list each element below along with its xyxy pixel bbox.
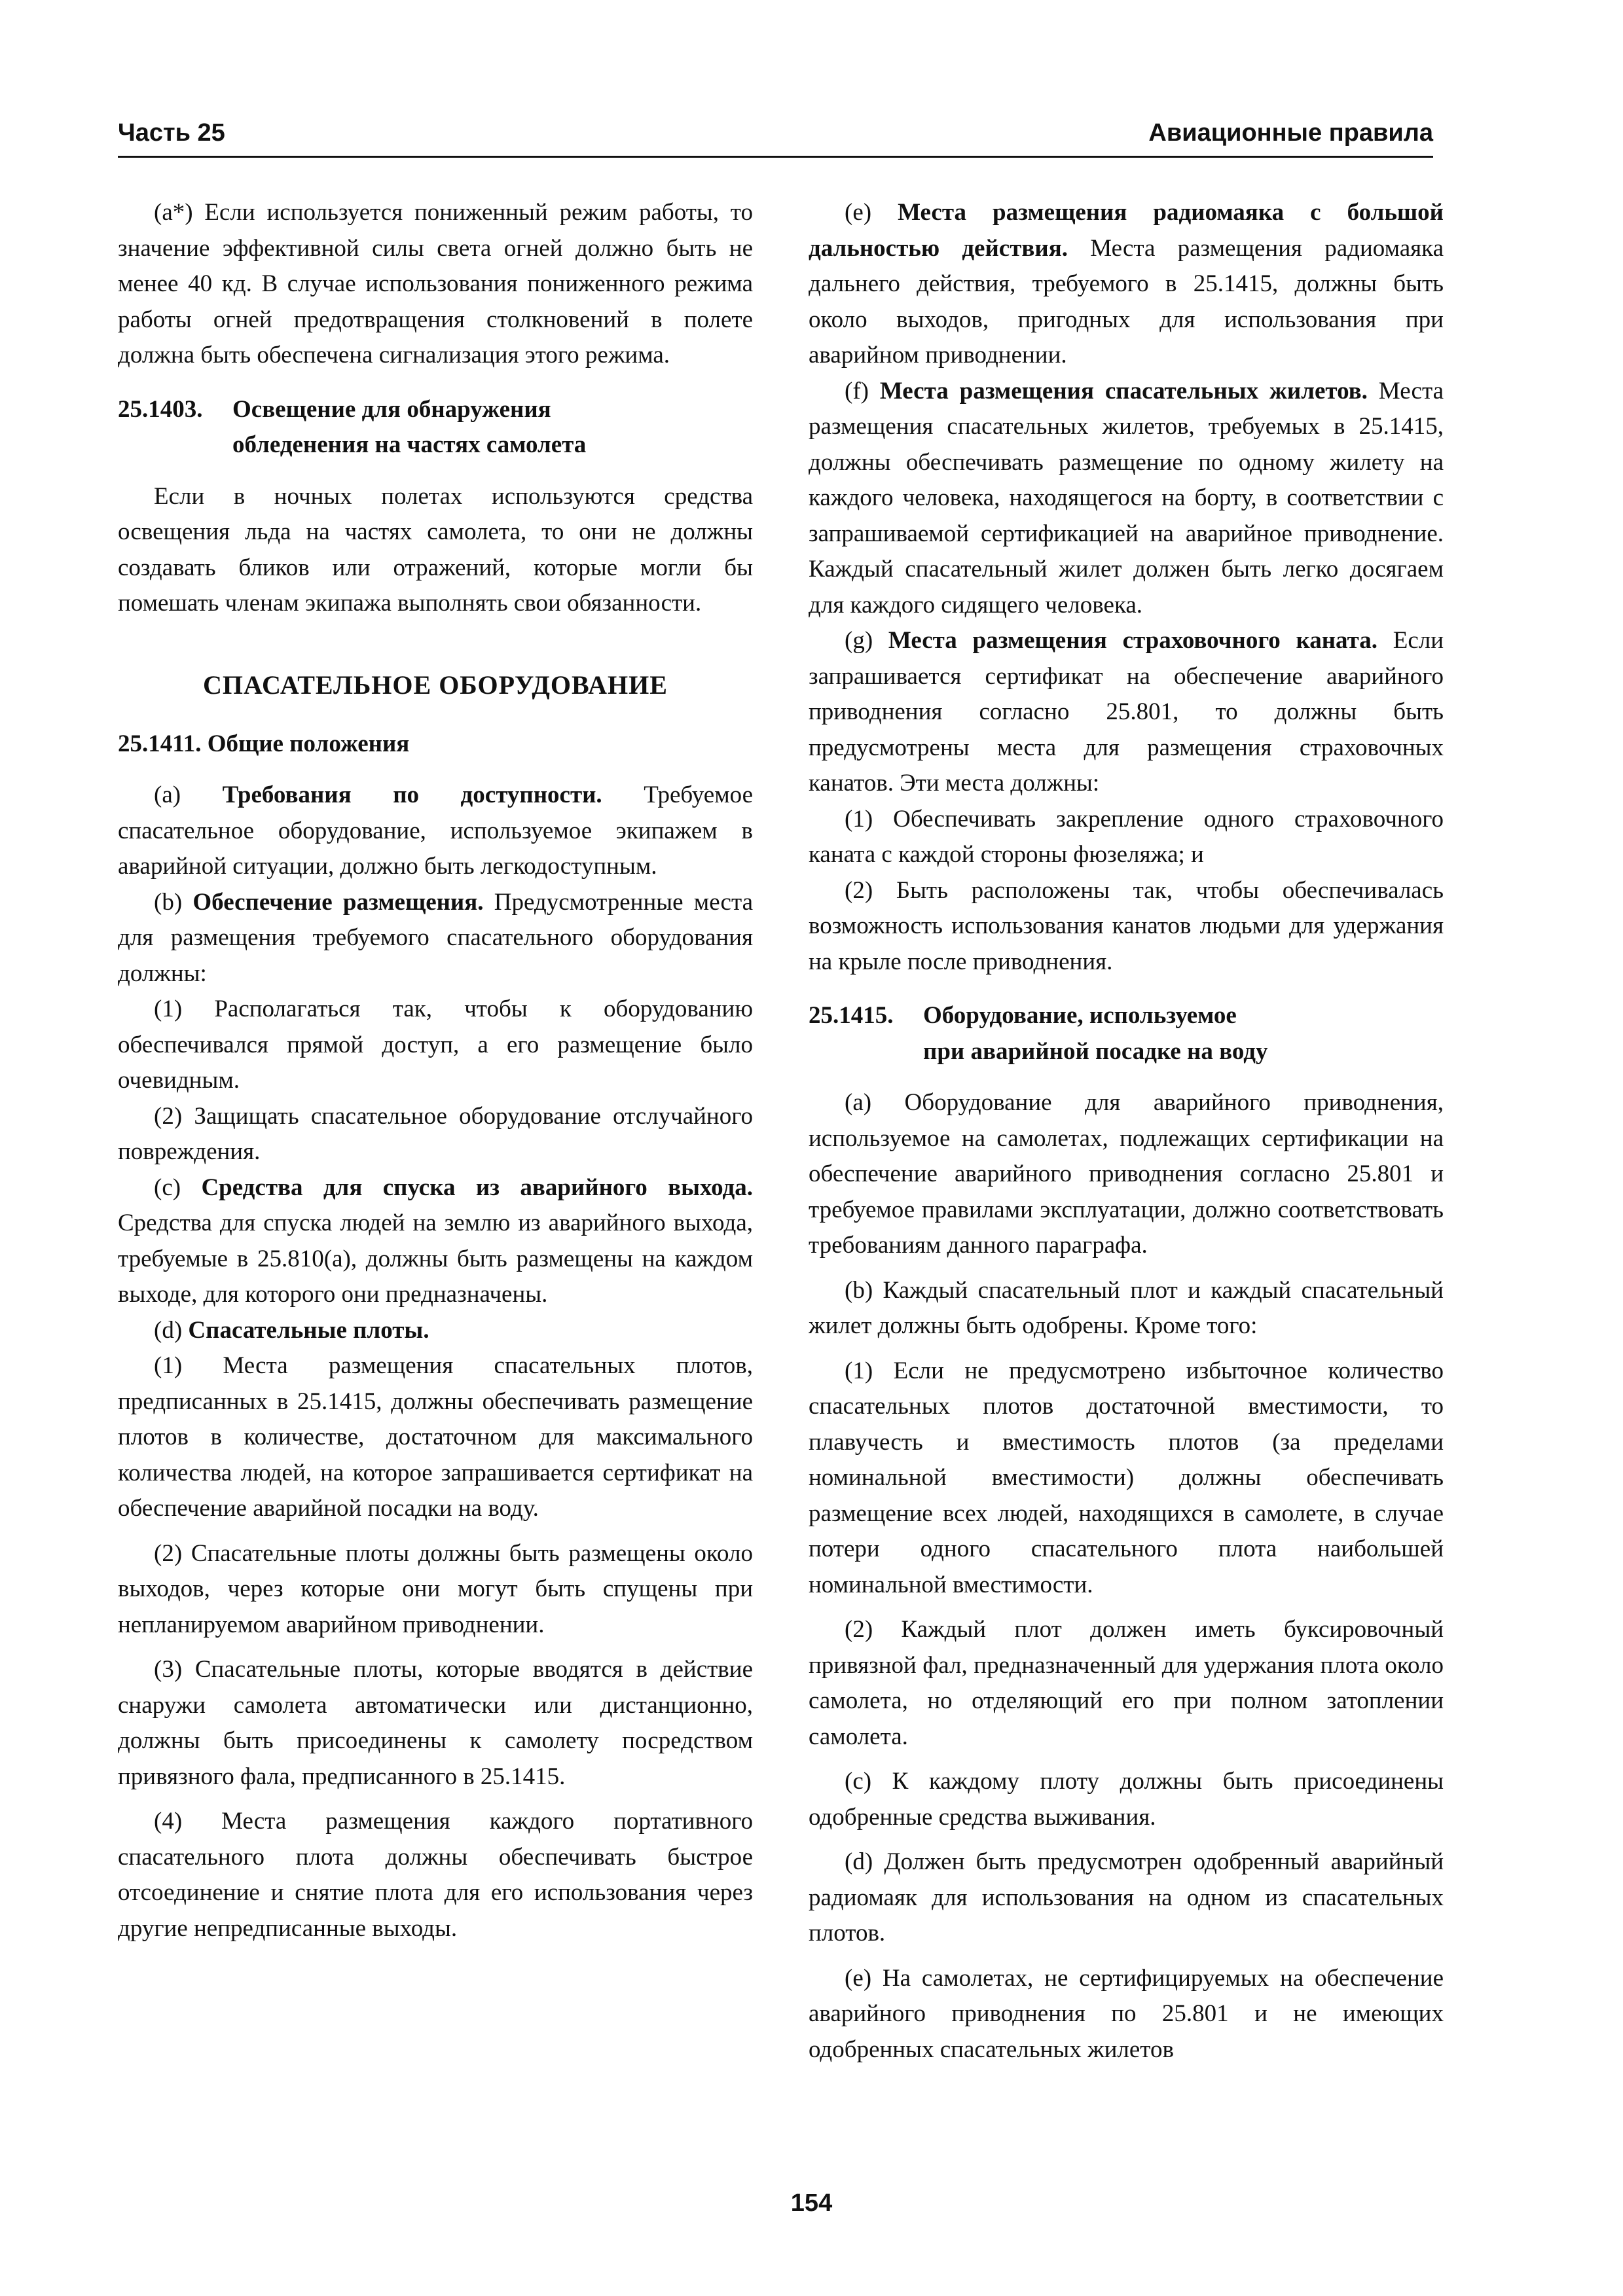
section-number: 25.1403.: [118, 395, 203, 423]
paragraph-g2: (2) Быть расположены так, чтобы обеспечивалась возможность использования канатов людьми для удержания на крыле после приводнения.: [809, 876, 1444, 975]
paragraph-a-star: (а*) Если используется пониженный режим работы, то значение эффективной силы света огней должно быть не менее 40 кд. В случае использования пониженного режима работы огней предотвращения столкновений в полете должна быть обеспечена сигнализация этого режима.: [118, 199, 753, 368]
paragraph-g: [809, 623, 1444, 802]
item-label: (e): [845, 199, 872, 226]
section-number: 25.1415.: [809, 1002, 894, 1029]
section-heading-25-1403: [118, 392, 753, 463]
paragraph-c: [118, 1170, 753, 1313]
item-label: (g): [845, 627, 873, 654]
paragraph-1415-b: (b) Каждый спасательный плот и каждый спасательный жилет должны быть одобрены. Кроме того:: [809, 1276, 1444, 1339]
paragraph-d2: (2) Спасательные плоты должны быть размещены около выходов, через которые они могут быть спущены при непланируемом аварийном приводнении.: [118, 1539, 753, 1638]
item-title: Места размещения радиомаяка с большой дальностью действия.: [809, 199, 1444, 262]
item-title: Места размещения страховочного каната.: [888, 627, 1377, 654]
paragraph-d1: (1) Места размещения спасательных плотов, предписанных в 25.1415, должны обеспечивать размещение плотов в количестве, достаточном для максимального количества людей, на которое запрашивается сертификат на обеспечение аварийной посадки на воду.: [118, 1352, 753, 1522]
item-title: Места размещения спасательных жилетов.: [879, 377, 1368, 404]
item-label: (b): [154, 888, 183, 916]
item-label: (d): [154, 1316, 183, 1344]
section-title-line-1: Оборудование, используемое: [923, 1002, 1237, 1029]
section-title-line-2: обледенения на частях самолета: [232, 431, 587, 458]
paragraph-f: [809, 374, 1444, 624]
paragraph-1415-b1: (1) Если не предусмотрено избыточное количество спасательных плотов достаточной вместимости, то плавучесть и вместимость плотов (за пределами номинальной вместимости) должны обеспечивать размещение всех людей, находящихся в самолете, в случае потери одного спасательного плота наибольшей номинальной вместимости.: [809, 1357, 1444, 1598]
paragraph-1415-b2: (2) Каждый плот должен иметь буксировочный привязной фал, предназначенный для удержания плота около самолета, но отделяющий его при полном затоплении самолета.: [809, 1616, 1444, 1750]
paragraph-g1: (1) Обеспечивать закрепление одного страховочного каната с каждой стороны фюзеляжа; и: [809, 805, 1444, 868]
item-title: Средства для спуска из аварийного выхода.: [201, 1174, 754, 1201]
paragraph-a: [118, 778, 753, 885]
paragraph-1403: Если в ночных полетах используются средства освещения льда на частях самолета, то они не должны создавать бликов или отражений, которые могли бы помешать членам экипажа выполнять свои обязанности.: [118, 482, 753, 617]
right-column: [809, 195, 1444, 2077]
paragraph-b1: (1) Располагаться так, чтобы к оборудованию обеспечивался прямой доступ, а его размещение было очевидным.: [118, 996, 753, 1094]
paragraph-e: [809, 195, 1444, 374]
section-title-line-1: Освещение для обнаружения: [232, 395, 551, 423]
header-doc-title: Авиационные правила: [1148, 119, 1433, 147]
item-text: Предусмотренные места для размещения требуемого спасательного оборудования должны:: [118, 888, 754, 987]
paragraph-b: [118, 885, 753, 992]
item-text: Требуемое спасательное оборудование, используемое экипажем в аварийной ситуации, должно быть легкодоступным.: [118, 781, 754, 880]
item-text: Средства для спуска людей на землю из аварийного выхода, требуемые в 25.810(a), должны быть размещены на каждом выходе, для которого они предназначены.: [118, 1210, 753, 1308]
paragraph-d3: (3) Спасательные плоты, которые вводятся в действие снаружи самолета автоматически или дистанционно, должны быть присоединены к самолету посредством привязного фала, предписанного в 25.1415.: [118, 1656, 753, 1790]
paragraph-1415-d: (d) Должен быть предусмотрен одобренный аварийный радиомаяк для использования на одном из спасательных плотов.: [809, 1848, 1444, 1946]
item-title: Обеспечение размещения.: [192, 888, 484, 916]
paragraph-d: [118, 1313, 753, 1349]
item-title: Спасательные плоты.: [188, 1316, 429, 1344]
page-number: 154: [790, 2189, 833, 2217]
item-text: Места размещения радиомаяка дальнего действия, требуемого в 25.1415, должны быть около выходов, пригодных для использования при аварийном приводнении.: [809, 234, 1444, 368]
chapter-title: СПАСАТЕЛЬНОЕ ОБОРУДОВАНИЕ: [203, 670, 668, 700]
paragraph-d4: (4) Места размещения каждого портативного спасательного плота должны обеспечивать быстрое отсоединение и снятие плота для его использования через другие непредписанные выходы.: [118, 1808, 753, 1942]
item-label: (a): [154, 781, 181, 808]
left-column: [118, 195, 753, 1956]
item-text: Места размещения спасательных жилетов, требуемых в 25.1415, должны обеспечивать размещение по одному жилету на каждого человека, находящегося на борту, в соответствии с запрашиваемой сертификацией на аварийное приводнение. Каждый спасательный жилет должен быть легко досягаем для каждого сидящего человека.: [809, 377, 1444, 619]
item-text: Если запрашивается сертификат на обеспечение аварийного приводнения согласно 25.801, то должны быть предусмотрены места для размещения страховочных канатов. Эти места должны:: [809, 627, 1444, 797]
paragraph-1415-c: (c) К каждому плоту должны быть присоединены одобренные средства выживания.: [809, 1768, 1444, 1831]
page-header: [118, 117, 1433, 158]
section-title: Общие положения: [207, 730, 410, 757]
item-label: (c): [154, 1174, 181, 1201]
section-heading-25-1415: [809, 998, 1444, 1069]
item-label: (f): [845, 377, 869, 404]
paragraph-1415-e: (e) На самолетах, не сертифицируемых на обеспечение аварийного приводнения по 25.801 и не имеющих одобренных спасательных жилетов: [809, 1964, 1444, 2063]
paragraph-1415-a: (a) Оборудование для аварийного приводнения, используемое на самолетах, подлежащих сертификации на обеспечение аварийного приводнения согласно 25.801 и требуемое правилами эксплуатации, должно соответствовать требованиям данного параграфа.: [809, 1089, 1444, 1259]
item-title: Требования по доступности.: [222, 781, 602, 808]
section-title-line-2: при аварийной посадке на воду: [923, 1037, 1268, 1065]
section-heading-25-1411: [118, 726, 753, 762]
paragraph-b2: (2) Защищать спасательное оборудование отслучайного повреждения.: [118, 1102, 753, 1165]
section-number: 25.1411.: [118, 730, 202, 757]
header-part-label: Часть 25: [118, 119, 225, 147]
